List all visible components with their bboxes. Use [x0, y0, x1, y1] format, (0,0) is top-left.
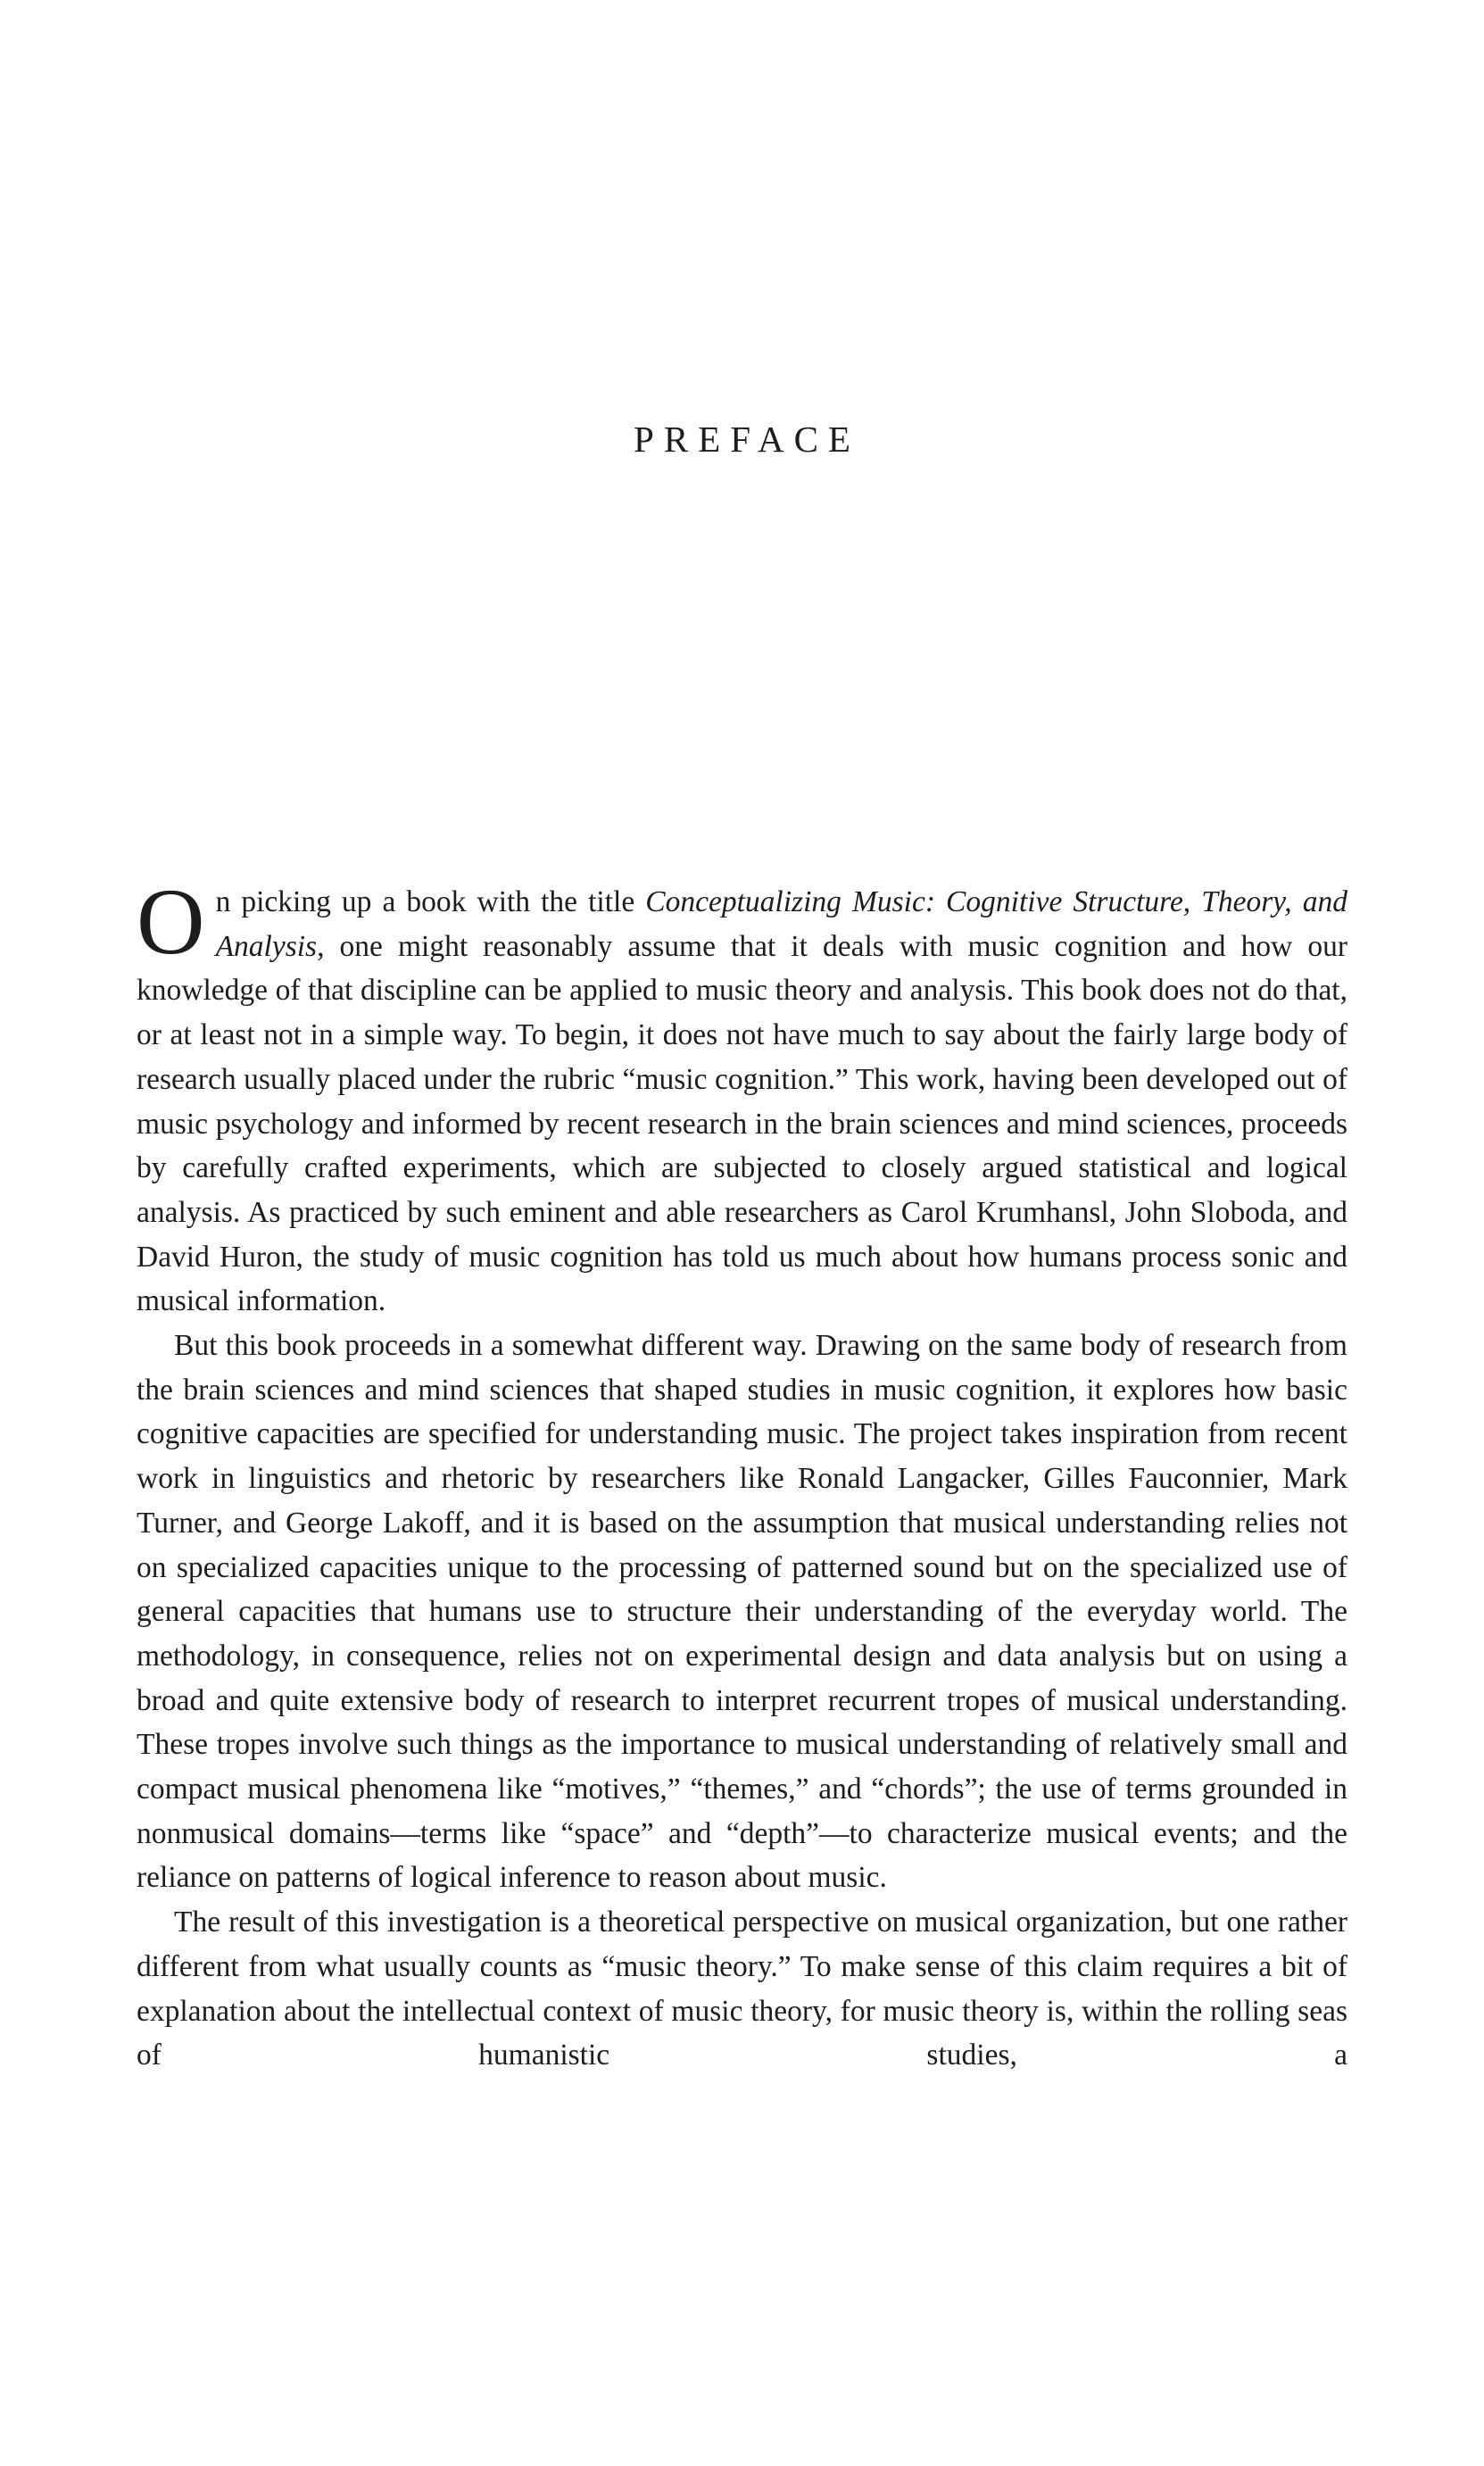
- paragraph: [137, 1324, 1347, 1900]
- text-segment: n picking up a book with the title: [215, 885, 646, 918]
- drop-cap: O: [137, 869, 205, 974]
- paragraph: [137, 869, 1348, 1324]
- text-segment: The result of this investigation is a theoretical perspective on musical organization, but one rather different from what usually counts as “music theory.” To make sense of this claim requires a bit of explanation about the intellectual context of music theory, for music theory is, within the rolling seas of humanistic studies, a: [137, 1906, 1347, 2072]
- page-title: PREFACE: [634, 419, 860, 460]
- paragraph: [137, 1900, 1347, 2078]
- book-title-italic: Conceptualizing Music: Cognitive Structure, Theory, and Analysis: [215, 885, 1348, 963]
- text-segment: , one might reasonably assume that it deals with music cognition and how our knowledge of that discipline can be applied to music theory and analysis. This book does not do that, or at least not in a simple way. To begin, it does not have much to say about the fairly large body of research usually placed under the rubric “music cognition.” This work, having been developed out of music psychology and informed by recent research in the brain sciences and mind sciences, proceeds by carefully crafted experiments, which are subjected to closely argued statistical and logical analysis. As practiced by such eminent and able researchers as Carol Krumhansl, John Sloboda, and David Huron, the study of music cognition has told us much about how humans process sonic and musical information.: [137, 929, 1347, 1318]
- preface-text-block: [137, 869, 1348, 2078]
- text-segment: But this book proceeds in a somewhat different way. Drawing on the same body of research from the brain sciences and mind sciences that shaped studies in music cognition, it explores how basic cognitive capacities are specified for understanding music. The project takes inspiration from recent work in linguistics and rhetoric by researchers like Ronald Langacker, Gilles Fauconnier, Mark Turner, and George Lakoff, and it is based on the assumption that musical understanding relies not on specialized capacities unique to the processing of patterned sound but on the specialized use of general capacities that humans use to structure their understanding of the everyday world. The methodology, in consequence, relies not on experimental design and data analysis but on using a broad and quite extensive body of research to interpret recurrent tropes of musical understanding. These tropes involve such things as the importance to musical understanding of relatively small and compact musical phenomena like “motives,” “themes,” and “chords”; the use of terms grounded in nonmusical domains—terms like “space” and “depth”—to characterize musical events; and the reliance on patterns of logical inference to reason about music.: [137, 1329, 1347, 1895]
